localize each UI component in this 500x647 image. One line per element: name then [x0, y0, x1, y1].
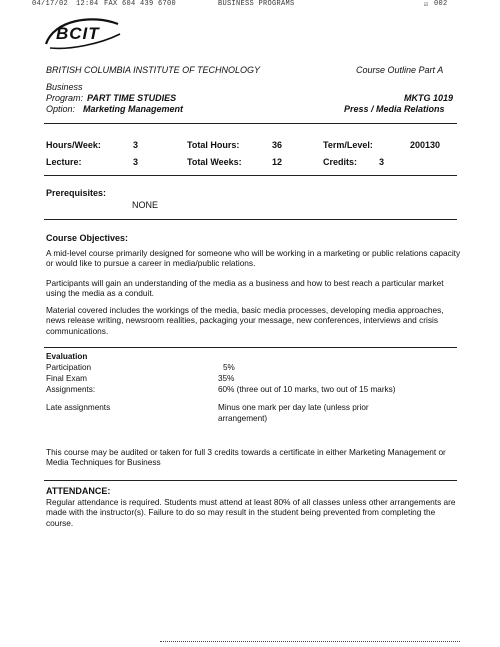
program-label: Program: [46, 93, 84, 103]
hours-week-label: Hours/Week: [46, 140, 101, 150]
evaluation-label-late: Late assignments [46, 403, 111, 412]
header-divider [44, 123, 457, 124]
lecture-value: 3 [133, 157, 139, 167]
objectives-divider [44, 347, 457, 348]
objectives-heading: Course Objectives: [46, 233, 129, 243]
evaluation-label-final-exam: Final Exam [46, 374, 87, 383]
evaluation-value-late: Minus one mark per day late (unless prior [218, 403, 369, 412]
course-title: Press / Media Relations [344, 104, 445, 114]
total-hours-value: 36 [272, 140, 283, 150]
fax-date: 04/17/02 [32, 0, 69, 8]
option-label: Option: [46, 104, 76, 114]
fax-time: 12:04 [76, 0, 99, 8]
option-name: Marketing Management [83, 104, 184, 114]
prerequisites-label: Prerequisites: [46, 188, 107, 198]
credits-value: 3 [379, 157, 385, 167]
prerequisites-value: NONE [132, 200, 159, 210]
fax-page: 002 [434, 0, 448, 8]
prerequisites-divider [44, 219, 457, 220]
fax-number: FAX 604 439 6700 [104, 0, 177, 8]
audit-divider [44, 480, 457, 481]
fax-sender: BUSINESS PROGRAMS [218, 0, 295, 8]
term-value: 200130 [410, 140, 441, 150]
school-name: Business [46, 82, 83, 92]
bcit-logo [40, 14, 126, 54]
attendance-text: Regular attendance is required. Students must attend at least 80% of all classes unless other arrangements are made with the instructor(s). Failure to do so may result in the student being prevented from completing the course. [46, 497, 456, 528]
total-weeks-value: 12 [272, 157, 283, 167]
program-name: PART TIME STUDIES [87, 93, 177, 103]
objectives-paragraph-1: A mid-level course primarily designed for someone who will be working in a marketing or public relations capacity or would like to pursue a career in media/public relations. [46, 248, 461, 269]
hours-week-value: 3 [133, 140, 139, 150]
objectives-paragraph-2: Participants will gain an understanding of the media as a business and how to best reach a particular market using the media as a conduit. [46, 278, 444, 299]
course-outline-label: Course Outline Part A [356, 65, 444, 75]
bottom-edge-mark [160, 641, 460, 642]
audit-note: This course may be audited or taken for full 3 credits towards a certificate in either Marketing Management or Media Techniques for Business [46, 447, 446, 468]
institute-name: BRITISH COLUMBIA INSTITUTE OF TECHNOLOGY [46, 65, 261, 75]
attendance-heading: ATTENDANCE: [46, 486, 111, 496]
evaluation-value-late-cont: arrangement) [218, 414, 268, 423]
total-hours-label: Total Hours: [187, 140, 240, 150]
course-code: MKTG 1019 [404, 93, 454, 103]
evaluation-label-participation: Participation [46, 363, 92, 372]
evaluation-value-final-exam: 35% [218, 374, 235, 383]
evaluation-value-participation: 5% [223, 363, 235, 372]
evaluation-heading: Evaluation [46, 352, 88, 361]
objectives-paragraph-3: Material covered includes the workings of the media, basic media processes, developing media approaches, news release writing, newsroom realities, packaging your message, new conferences, interviews and crisis communications. [46, 305, 444, 336]
lecture-label: Lecture: [46, 157, 82, 167]
logo-text: BCIT [56, 24, 100, 43]
fax-page-icon: ☑ [424, 1, 429, 9]
term-label: Term/Level: [323, 140, 373, 150]
total-weeks-label: Total Weeks: [187, 157, 242, 167]
evaluation-label-assignments: Assignments: [46, 385, 96, 394]
evaluation-value-assignments: 60% (three out of 10 marks, two out of 15 marks) [218, 385, 396, 394]
credits-label: Credits: [323, 157, 358, 167]
details-divider [44, 175, 457, 176]
